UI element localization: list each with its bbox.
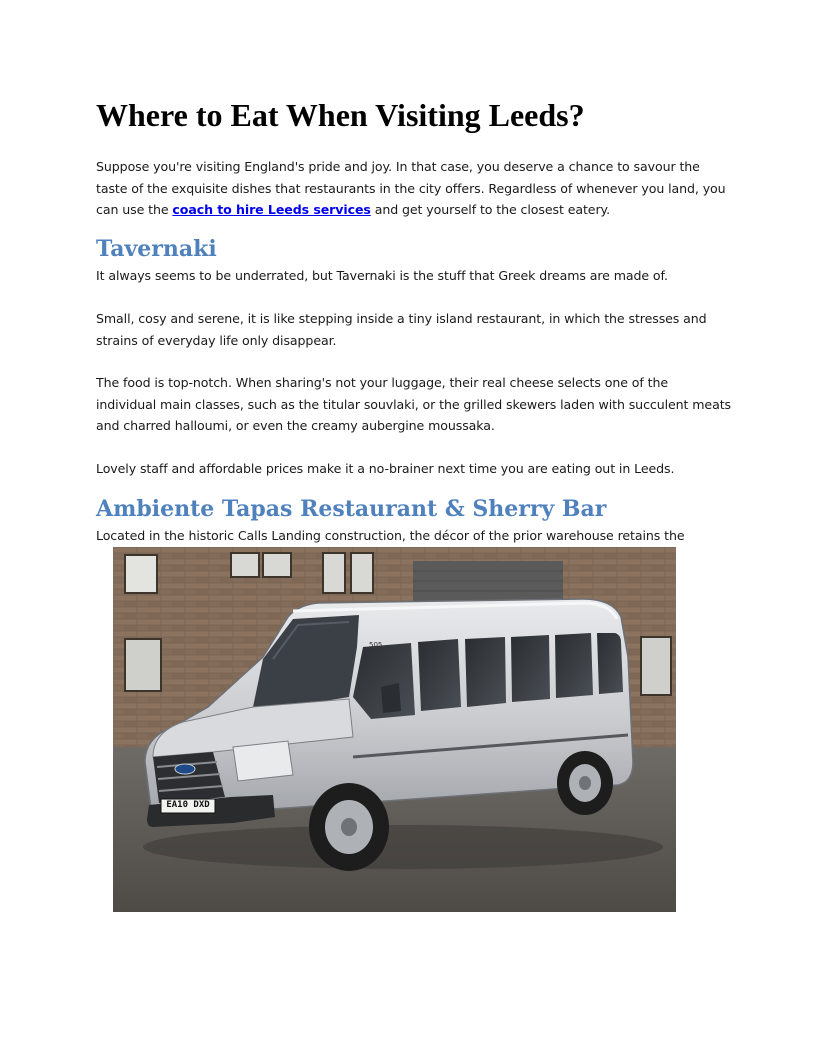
intro-line: Suppose you're visiting England's pride and joy. In that case, you deserve a chance to savour the [96, 159, 700, 174]
tavernaki-paragraph-1 [96, 265, 720, 287]
tavernaki-paragraph-4 [96, 458, 720, 480]
paragraph-line: individual main classes, such as the titular souvlaki, or the grilled skewers laden with succulent meats [96, 396, 731, 412]
intro-line: taste of the exquisite dishes that restaurants in the city offers. Regardless of whenever you land, you [96, 180, 726, 196]
paragraph-line: Lovely staff and affordable prices make it a no-brainer next time you are eating out in Leeds. [96, 461, 675, 476]
ambiente-paragraph-1 [96, 525, 720, 547]
section-heading-ambiente: Ambiente Tapas Restaurant & Sherry Bar [96, 496, 607, 522]
paragraph-line: It always seems to be underrated, but Tavernaki is the stuff that Greek dreams are made of. [96, 268, 668, 283]
minibus-illustration [113, 547, 676, 912]
roof-badge-text: 505 [369, 641, 383, 649]
minibus-photo [113, 547, 676, 912]
page-title: Where to Eat When Visiting Leeds? [96, 97, 585, 133]
number-plate-text: EA10 DXD [166, 800, 210, 810]
paragraph-line: strains of everyday life only disappear. [96, 332, 337, 348]
paragraph-line: Small, cosy and serene, it is like stepping inside a tiny island restaurant, in which the stresses and [96, 311, 707, 326]
paragraph-line: and charred halloumi, or even the creamy aubergine moussaka. [96, 418, 495, 433]
intro-paragraph [96, 156, 726, 221]
paragraph-line: Located in the historic Calls Landing construction, the décor of the prior warehouse retains the [96, 528, 685, 543]
paragraph-line: The food is top-notch. When sharing's not your luggage, their real cheese selects one of the [96, 375, 669, 390]
tavernaki-paragraph-2 [96, 308, 720, 351]
tavernaki-paragraph-3 [96, 372, 731, 437]
intro-line [96, 199, 720, 221]
intro-text: and get yourself to the closest eatery. [370, 202, 610, 217]
section-heading-tavernaki: Tavernaki [96, 236, 217, 262]
coach-hire-link[interactable]: coach to hire Leeds services [172, 202, 371, 217]
intro-text: can use the [96, 202, 173, 217]
